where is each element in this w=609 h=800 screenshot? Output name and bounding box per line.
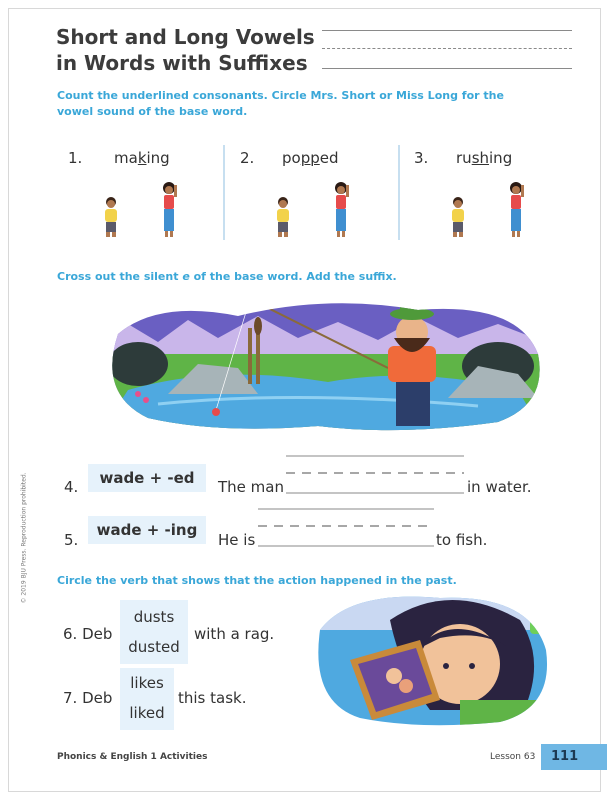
item-number-5: 5. xyxy=(64,531,79,549)
short-long-figures-3[interactable] xyxy=(447,182,537,242)
mrs-short-icon xyxy=(452,197,464,237)
miss-long-icon xyxy=(335,182,349,237)
verb-option-dusts[interactable]: dusts xyxy=(133,608,175,626)
short-long-figures-2[interactable] xyxy=(272,182,362,242)
sentence-4-start: The man xyxy=(218,478,284,496)
page-title xyxy=(56,24,315,76)
instruction-vowels xyxy=(57,88,504,120)
answer-blank-5[interactable] xyxy=(258,508,434,548)
verb-option-dusted[interactable]: dusted xyxy=(128,638,180,656)
sentence-5-end: to fish. xyxy=(436,531,488,549)
vowel-word: making xyxy=(114,149,170,167)
answer-blank-4[interactable] xyxy=(286,455,464,495)
verb-choices-7 xyxy=(120,668,174,730)
fishing-man-illustration xyxy=(98,294,545,436)
footer-lesson: Lesson 63 xyxy=(490,752,536,762)
verb-choices-6 xyxy=(120,600,188,664)
name-writing-lines[interactable] xyxy=(322,30,572,74)
short-long-figures-1[interactable] xyxy=(100,182,190,242)
miss-long-icon xyxy=(510,182,524,237)
equation-box-5: wade + -ing xyxy=(88,516,206,544)
vowel-word: rushing xyxy=(456,149,513,167)
item-number: 1. xyxy=(68,149,83,167)
title-line-1: Short and Long Vowels xyxy=(56,25,315,49)
item-number-4: 4. xyxy=(64,478,79,496)
vowel-word: popped xyxy=(282,149,339,167)
verb-option-likes[interactable]: likes xyxy=(130,674,164,692)
footer-book-title: Phonics & English 1 Activities xyxy=(57,752,208,762)
instruction-vowels-line-2: vowel sound of the base word. xyxy=(57,105,248,118)
column-divider xyxy=(223,145,225,240)
column-divider xyxy=(398,145,400,240)
item-number: 3. xyxy=(414,149,429,167)
girl-with-photo-illustration xyxy=(310,590,552,728)
instruction-vowels-line-1: Count the underlined consonants. Circle Mrs. Short or Miss Long for the xyxy=(57,89,504,102)
page-number: 111 xyxy=(541,744,607,770)
instruction-past-verb: Circle the verb that shows that the action happened in the past. xyxy=(57,574,457,587)
equation-box-4: wade + -ed xyxy=(88,464,206,492)
sentence-6-end: with a rag. xyxy=(194,625,275,643)
sentence-6-start: 6. Deb xyxy=(63,625,113,643)
copyright-notice: © 2019 BJU Press. Reproduction prohibited. xyxy=(20,472,28,604)
sentence-5-start: He is xyxy=(218,531,256,549)
instruction-silent-e: Cross out the silent e of the base word. Add the suffix. xyxy=(57,270,397,283)
title-line-2: in Words with Suffixes xyxy=(56,51,308,75)
mrs-short-icon xyxy=(105,197,117,237)
mrs-short-icon xyxy=(277,197,289,237)
sentence-7-end: this task. xyxy=(178,689,247,707)
item-number: 2. xyxy=(240,149,255,167)
sentence-7-start: 7. Deb xyxy=(63,689,113,707)
miss-long-icon xyxy=(163,182,177,237)
verb-option-liked[interactable]: liked xyxy=(129,704,165,722)
sentence-4-end: in water. xyxy=(467,478,532,496)
